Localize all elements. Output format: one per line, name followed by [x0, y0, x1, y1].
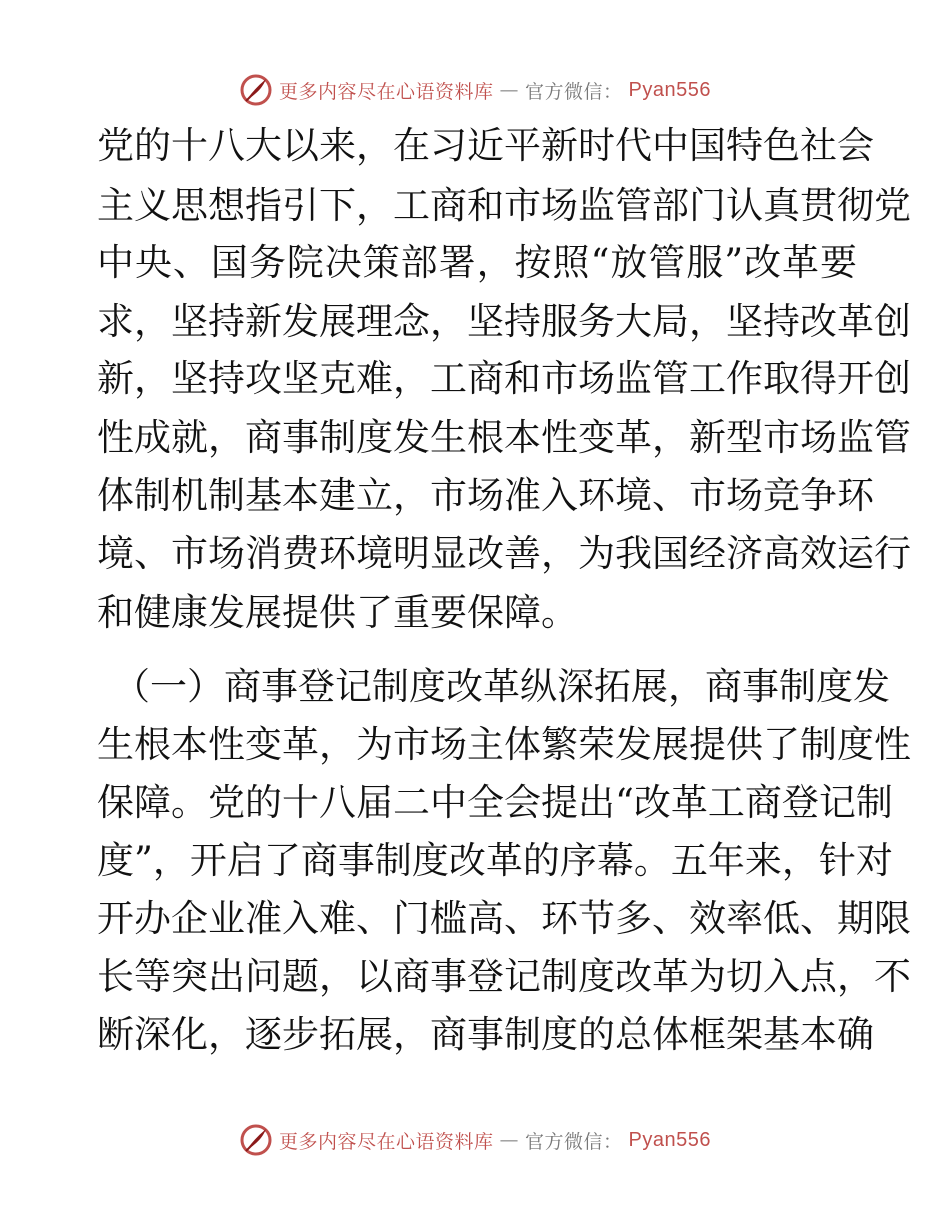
- text-line: 长等突出问题，以商事登记制度改革为切入点，不: [97, 955, 911, 998]
- banner-slogan: 更多内容尽在心语资料库: [279, 1130, 494, 1153]
- footer-banner: [0, 1120, 950, 1160]
- feather-circle-logo-icon: [239, 1123, 273, 1157]
- banner-dash: —: [499, 1129, 520, 1151]
- text-line: 求，坚持新发展理念，坚持服务大局，坚持改革创: [97, 300, 911, 343]
- banner-wechat-id: Pyan556: [628, 1128, 711, 1151]
- banner-dash: —: [499, 79, 520, 101]
- banner-wechat-label: 官方微信：: [525, 1130, 623, 1153]
- text-line: 新，坚持攻坚克难，工商和市场监管工作取得开创: [97, 357, 911, 400]
- banner-wechat-id: Pyan556: [628, 78, 711, 101]
- banner-slogan: 更多内容尽在心语资料库: [279, 80, 494, 103]
- text-line: 性成就，商事制度发生根本性变革，新型市场监管: [97, 416, 911, 459]
- text-line: （一）商事登记制度改革纵深拓展，商事制度发: [113, 665, 890, 708]
- text-line: 党的十八大以来，在习近平新时代中国特色社会: [97, 124, 874, 167]
- footer-banner-content: [239, 1123, 711, 1157]
- text-line: 体制机制基本建立，市场准入环境、市场竞争环: [97, 474, 874, 517]
- text-line: 境、市场消费环境明显改善，为我国经济高效运行: [97, 532, 911, 575]
- text-line: 保障。党的十八届二中全会提出“改革工商登记制: [97, 781, 893, 824]
- text-line: 生根本性变革，为市场主体繁荣发展提供了制度性: [97, 723, 911, 766]
- text-line: 断深化，逐步拓展，商事制度的总体框架基本确: [97, 1013, 874, 1056]
- text-line: 和健康发展提供了重要保障。: [97, 591, 578, 634]
- text-line: 开办企业准入难、门槛高、环节多、效率低、期限: [97, 897, 911, 940]
- banner-wechat-label: 官方微信：: [525, 80, 623, 103]
- header-banner: [0, 70, 950, 110]
- text-line: 度”，开启了商事制度改革的序幕。五年来，针对: [97, 839, 893, 882]
- feather-circle-logo-icon: [239, 73, 273, 107]
- text-line: 主义思想指引下，工商和市场监管部门认真贯彻党: [97, 184, 911, 227]
- text-line: 中央、国务院决策部署，按照“放管服”改革要: [97, 241, 857, 284]
- header-banner-content: [239, 73, 711, 107]
